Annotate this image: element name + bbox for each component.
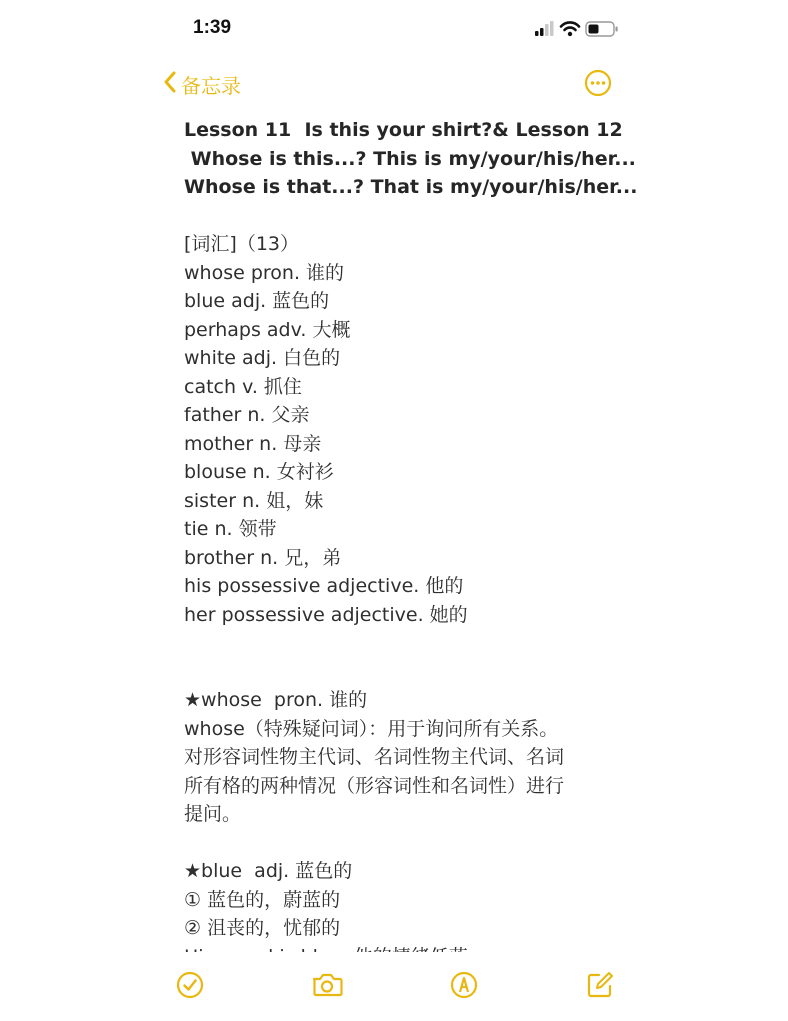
nav-bar	[0, 62, 788, 106]
note-title-line: Whose is this...? This is my/your/his/her...	[184, 147, 636, 170]
note-line: [词汇]（13）	[184, 233, 300, 255]
markup-button[interactable]	[449, 970, 479, 1000]
note-line: 对形容词性物主代词、名词性物主代词、名词	[184, 746, 565, 768]
note-line: perhaps adv. 大概	[184, 318, 351, 341]
battery-icon	[586, 22, 618, 36]
checklist-icon	[175, 970, 205, 1000]
compose-icon	[585, 970, 615, 1000]
note-line: sister n. 姐，妹	[184, 489, 324, 512]
note-line: father n. 父亲	[184, 404, 310, 426]
note-line: blue adj. 蓝色的	[184, 290, 330, 312]
note-line: her possessive adjective. 她的	[184, 603, 468, 626]
back-label: 备忘录	[181, 73, 241, 98]
note-line: his possessive adjective. 他的	[184, 575, 464, 597]
camera-icon	[311, 970, 343, 1000]
note-line: brother n. 兄，弟	[184, 546, 342, 569]
back-button[interactable]	[163, 68, 241, 100]
status-icons	[534, 18, 622, 40]
chevron-left-icon	[163, 70, 177, 99]
note-line: ② 沮丧的，忧郁的	[184, 917, 341, 939]
compose-button[interactable]	[585, 970, 615, 1000]
note-line: ★whose pron. 谁的	[184, 689, 368, 711]
more-options-button[interactable]	[584, 69, 612, 97]
bottom-toolbar	[0, 952, 788, 1021]
checklist-button[interactable]	[175, 970, 205, 1000]
ellipsis-circle-icon	[584, 84, 612, 101]
note-line: 所有格的两种情况（形容词性和名词性）进行	[184, 774, 565, 797]
status-bar	[0, 0, 788, 58]
note-line: tie n. 领带	[184, 518, 277, 540]
note-title-line: Whose is that...? That is my/your/his/her...	[184, 176, 638, 198]
camera-button[interactable]	[311, 970, 343, 1000]
note-line: 提问。	[184, 803, 242, 825]
note-line: whose pron. 谁的	[184, 261, 345, 284]
note-blank-line	[184, 629, 604, 658]
note-line: ★blue adj. 蓝色的	[184, 860, 353, 882]
note-body[interactable]	[184, 116, 638, 950]
status-time: 1:39	[193, 17, 232, 38]
note-line: white adj. 白色的	[184, 347, 341, 369]
note-line: blouse n. 女衬衫	[184, 461, 334, 483]
note-line: whose（特殊疑问词）：用于询问所有关系。	[184, 717, 559, 740]
note-line: mother n. 母亲	[184, 432, 322, 455]
cellular-signal-icon	[535, 21, 554, 36]
note-blank-line	[184, 658, 604, 687]
note-blank-line	[184, 202, 604, 231]
note-blank-line	[184, 829, 604, 858]
wifi-icon	[561, 22, 579, 36]
note-line: catch v. 抓住	[184, 375, 302, 398]
note-line: ① 蓝色的，蔚蓝的	[184, 888, 341, 911]
markup-pen-icon	[449, 970, 479, 1000]
note-title-line: Lesson 11 Is this your shirt?& Lesson 12	[184, 119, 623, 141]
